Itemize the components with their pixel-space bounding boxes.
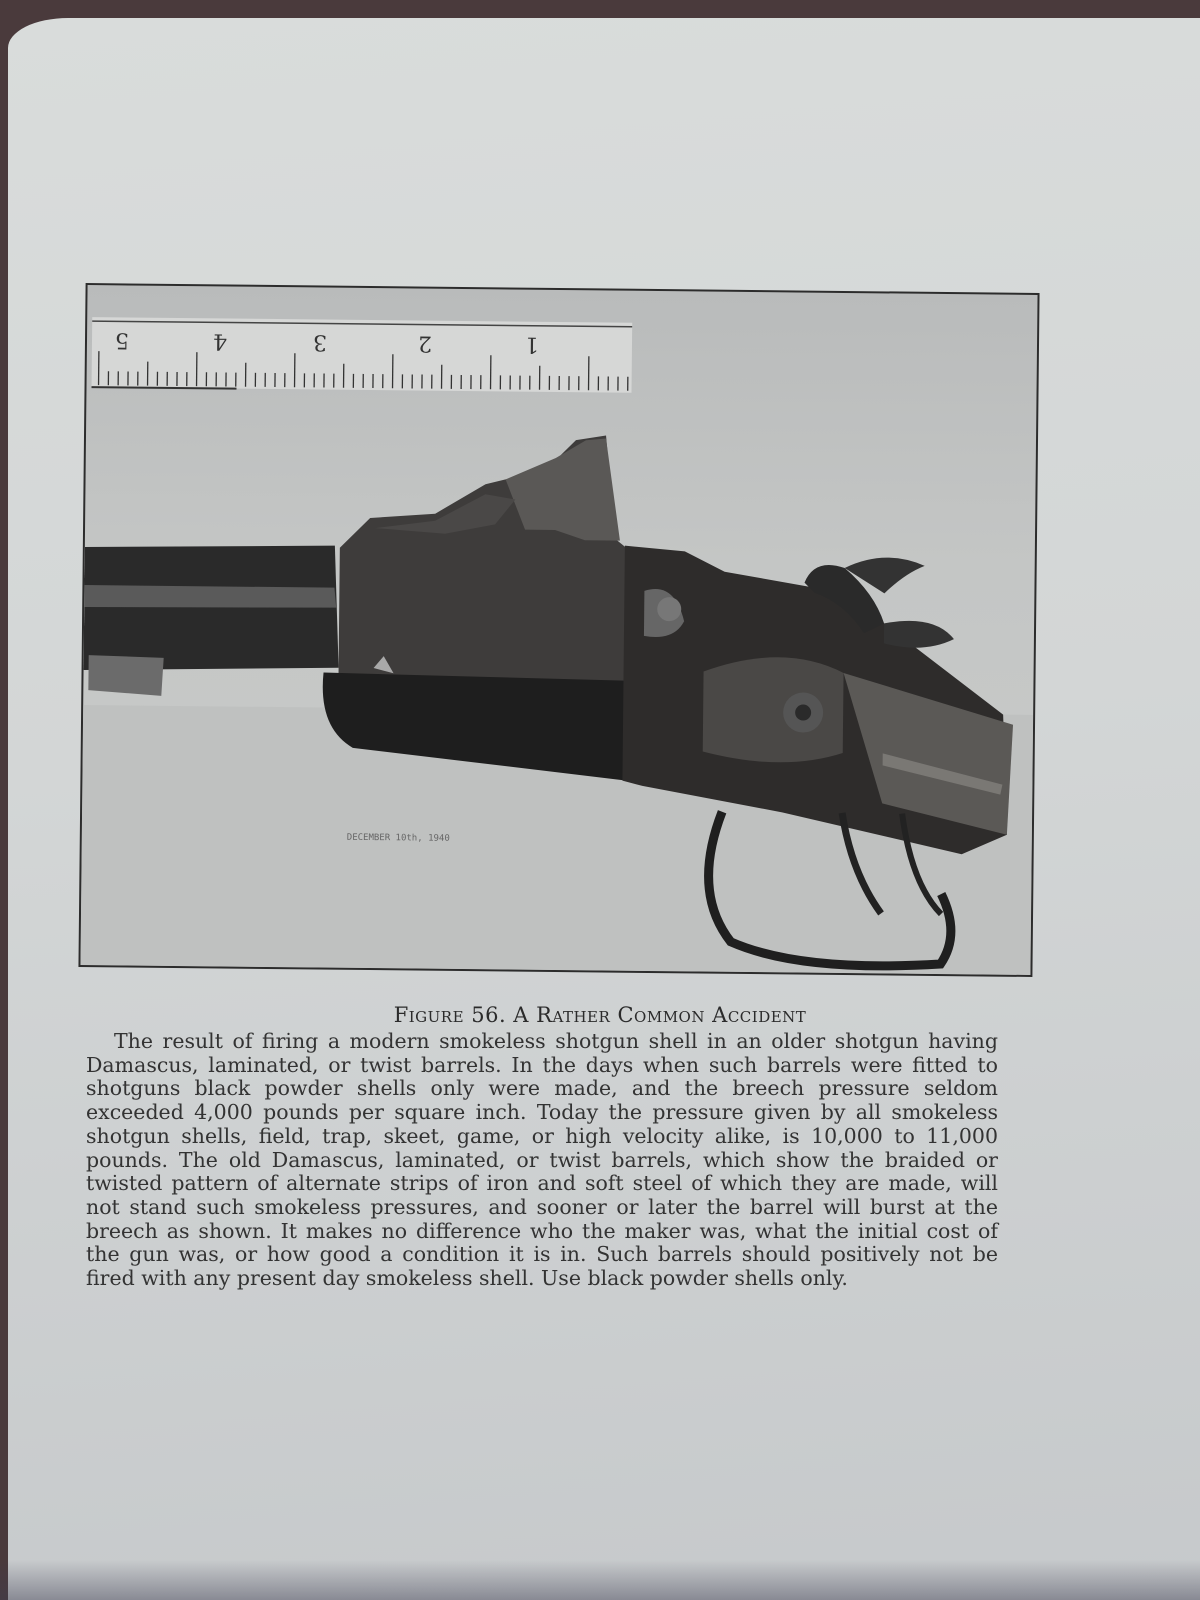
photo-date-stamp: DECEMBER 10th, 1940 [346,832,450,844]
ruler [92,317,633,393]
ruler-number: 2 [417,330,433,356]
body-paragraph: The result of firing a modern smokeless shotgun shell in an older shotgun having Damascus, laminated, or twist barrels. In the days when such barrels were fitted to shotguns black powder shells only were made, and the breech pressure seldom exceeded 4,000 pounds per square inch. Today the pressure given by all smokeless shotgun shells, field, trap, skeet, game, or high velocity alike, is 10,000 to 11,000 pounds. The old Damascus, laminated, or twist barrels, which show the braided or twisted pattern of alternate strips of iron and soft steel of which they are made, will not stand such smokeless pressures, and sooner or later the barrel will burst at the breech as shown. It makes no difference who the maker was, what the initial cost of the gun was, or how good a condition it is in. Such barrels should positively not be fired with any present day smokeless shell. Use black powder shells only. [86,1029,998,1291]
caption-body [86,1030,998,1291]
ruler-number: 4 [212,328,228,354]
figure-photograph [78,283,1039,977]
figure-caption: Figure 56. A Rather Common Accident [393,1003,807,1027]
ruler-number: 5 [114,327,130,353]
ruler-number: 1 [524,331,540,357]
ruler-number: 3 [312,329,328,355]
shotgun-breech-photo [80,285,1037,975]
page-bottom-shadow [0,1560,1200,1600]
